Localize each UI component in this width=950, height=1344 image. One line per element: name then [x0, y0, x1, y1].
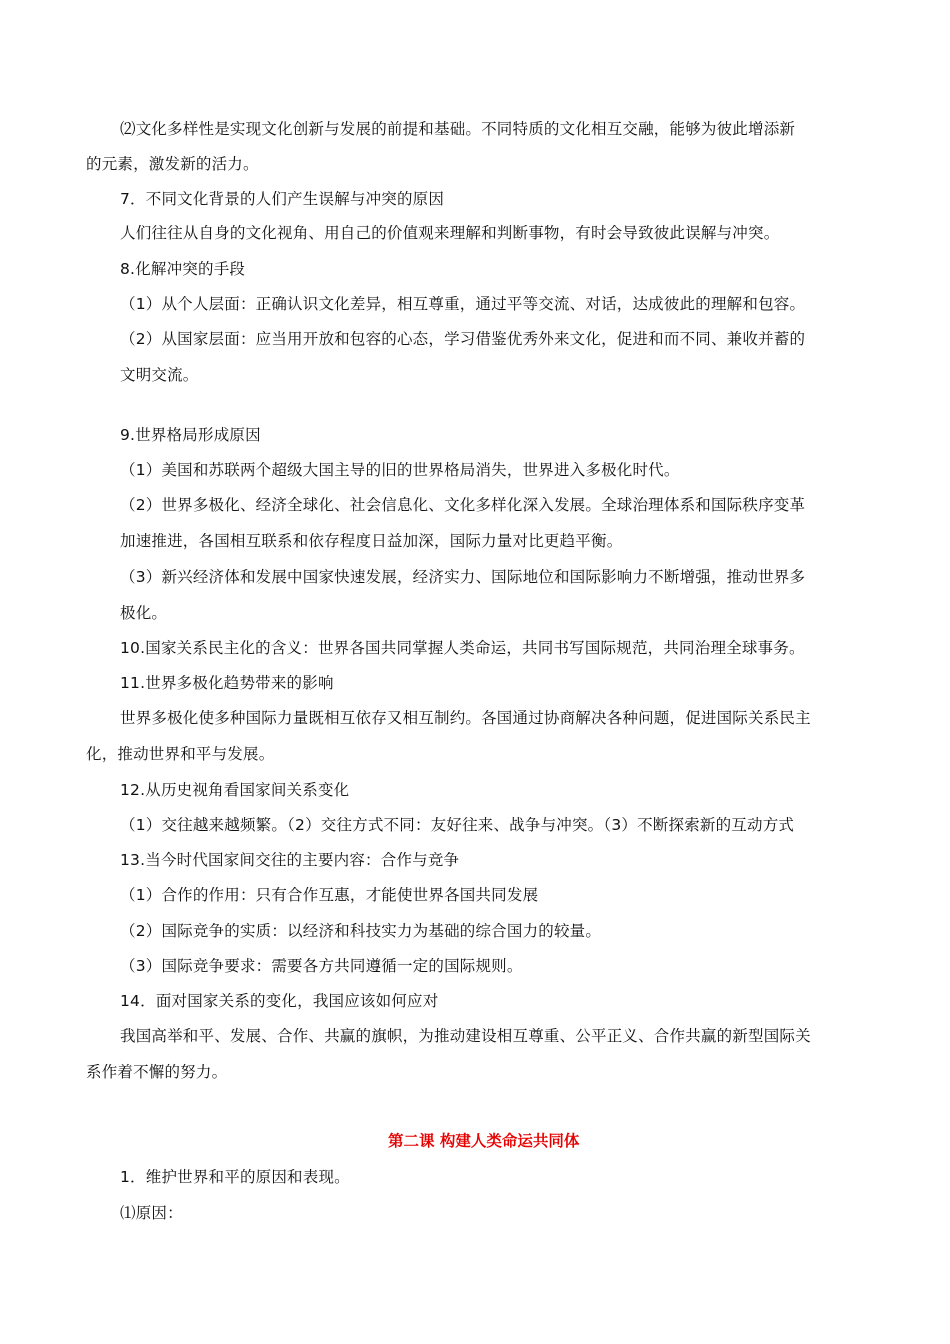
text-line: （1）从个人层面：正确认识文化差异，相互尊重，通过平等交流、对话，达成彼此的理解和包容。 — [120, 295, 806, 313]
text-line: 10.国家关系民主化的含义：世界各国共同掌握人类命运，共同书写国际规范，共同治理全球事务。 — [120, 639, 805, 657]
text-line: 13.当今时代国家间交往的主要内容：合作与竞争 — [120, 851, 460, 869]
text-line: （2）世界多极化、经济全球化、社会信息化、文化多样化深入发展。全球治理体系和国际秩序变革 — [120, 496, 806, 514]
text-line: 9.世界格局形成原因 — [120, 426, 261, 444]
text-line: 1．维护世界和平的原因和表现。 — [120, 1168, 350, 1186]
text-line: （2）从国家层面：应当用开放和包容的心态，学习借鉴优秀外来文化，促进和而不同、兼收并蓄的 — [120, 330, 806, 348]
text-line: 文明交流。 — [120, 366, 199, 384]
text-line: ⑴原因： — [120, 1204, 183, 1222]
text-line: ⑵文化多样性是实现文化创新与发展的前提和基础。不同特质的文化相互交融，能够为彼此增添新 — [120, 120, 796, 138]
text-line: 7．不同文化背景的人们产生误解与冲突的原因 — [120, 190, 445, 208]
text-line: 11.世界多极化趋势带来的影响 — [120, 674, 334, 692]
text-line: （3）新兴经济体和发展中国家快速发展，经济实力、国际地位和国际影响力不断增强，推动世界多 — [120, 568, 806, 586]
text-line: （1）美国和苏联两个超级大国主导的旧的世界格局消失，世界进入多极化时代。 — [120, 461, 680, 479]
text-line: 极化。 — [120, 604, 168, 622]
text-line: 12.从历史视角看国家间关系变化 — [120, 781, 350, 799]
text-line: 加速推进，各国相互联系和依存程度日益加深，国际力量对比更趋平衡。 — [120, 532, 623, 550]
text-line: 系作着不懈的努力。 — [86, 1063, 228, 1081]
text-line: 人们往往从自身的文化视角、用自己的价值观来理解和判断事物，有时会导致彼此误解与冲突。 — [120, 224, 780, 242]
text-line: 我国高举和平、发展、合作、共赢的旗帜，为推动建设相互尊重、公平正义、合作共赢的新型国际关 — [120, 1027, 811, 1045]
text-line: 14．面对国家关系的变化，我国应该如何应对 — [120, 992, 439, 1010]
text-line: 的元素，激发新的活力。 — [86, 155, 259, 173]
text-line: （1）合作的作用：只有合作互惠，才能使世界各国共同发展 — [120, 886, 539, 904]
lesson-title: 第二课 构建人类命运共同体 — [388, 1132, 580, 1150]
text-line: （3）国际竞争要求：需要各方共同遵循一定的国际规则。 — [120, 957, 523, 975]
text-line: 世界多极化使多种国际力量既相互依存又相互制约。各国通过协商解决各种问题，促进国际关系民主 — [120, 709, 811, 727]
text-line: 化，推动世界和平与发展。 — [86, 745, 275, 763]
text-line: （1）交往越来越频繁。（2）交往方式不同：友好往来、战争与冲突。（3）不断探索新的互动方式 — [120, 816, 795, 834]
text-line: 8.化解冲突的手段 — [120, 260, 246, 278]
text-line: （2）国际竞争的实质：以经济和科技实力为基础的综合国力的较量。 — [120, 922, 602, 940]
